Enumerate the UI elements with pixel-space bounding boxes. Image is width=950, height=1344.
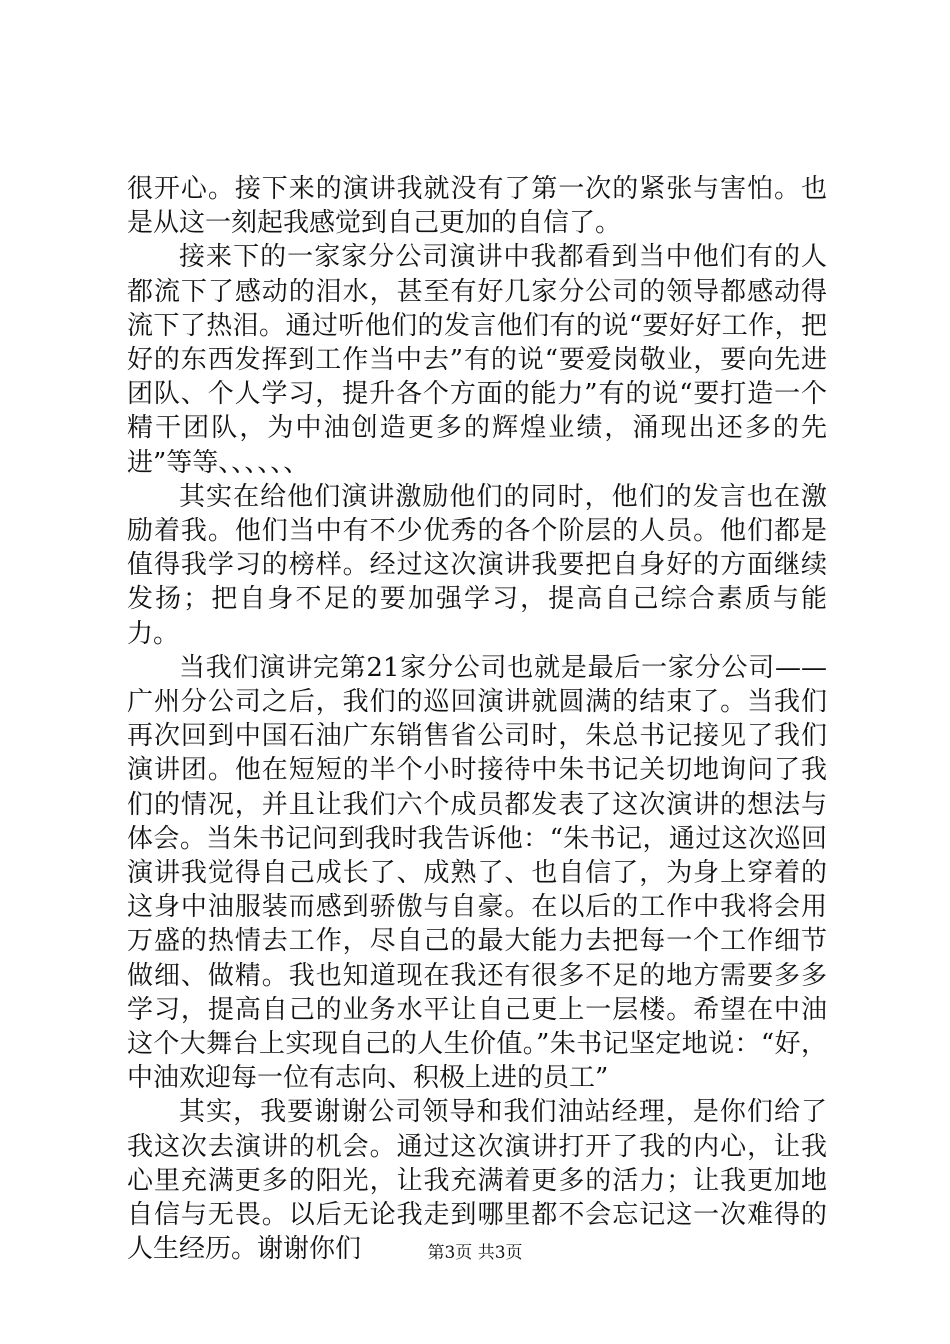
page-footer: 第3页 共3页 (427, 1243, 523, 1263)
paragraph-3: 其实在给他们演讲激励他们的同时，他们的发言也在激励着我。他们当中有不少优秀的各个阶层的人员。他们都是值得我学习的榜样。经过这次演讲我要把自身好的方面继续发扬；把自身不足的要加强学习，提高自己综合素质与能力。 (127, 481, 827, 649)
paragraph-4: 当我们演讲完第21家分公司也就是最后一家分公司——广州分公司之后，我们的巡回演讲就圆满的结束了。当我们再次回到中国石油广东销售省公司时，朱总书记接见了我们演讲团。他在短短的半个小时接待中朱书记关切地询问了我们的情况，并且让我们六个成员都发表了这次演讲的想法与体会。当朱书记问到我时我告诉他：“朱书记，通过这次巡回演讲我觉得自己成长了、成熟了、也自信了，为身上穿着的这身中油服装而感到骄傲与自豪。在以后的工作中我将会用万盛的热情去工作，尽自己的最大能力去把每一个工作细节做细、做精。我也知道现在我还有很多不足的地方需要多多学习，提高自己的业务水平让自己更上一层楼。希望在中油这个大舞台上实现自己的人生价值。”朱书记坚定地说：“好，中油欢迎每一位有志向、积极上进的员工” (127, 652, 827, 1094)
body-text (127, 172, 827, 1267)
paragraph-5: 其实，我要谢谢公司领导和我们油站经理，是你们给了我这次去演讲的机会。通过这次演讲打开了我的内心，让我心里充满更多的阳光，让我充满着更多的活力；让我更加地自信与无畏。以后无论我走到哪里都不会忘记这一次难得的人生经历。谢谢你们 (127, 1097, 827, 1265)
paragraph-1: 很开心。接下来的演讲我就没有了第一次的紧张与害怕。也是从这一刻起我感觉到自己更加的自信了。 (127, 174, 827, 239)
paragraph-2: 接来下的一家家分公司演讲中我都看到当中他们有的人都流下了感动的泪水，甚至有好几家分公司的领导都感动得流下了热泪。通过听他们的发言他们有的说“要好好工作，把好的东西发挥到工作当中去”有的说“要爱岗敬业，要向先进团队、个人学习，提升各个方面的能力”有的说“要打造一个精干团队，为中油创造更多的辉煌业绩，涌现出还多的先进”等等、、、、、、 (127, 242, 827, 478)
